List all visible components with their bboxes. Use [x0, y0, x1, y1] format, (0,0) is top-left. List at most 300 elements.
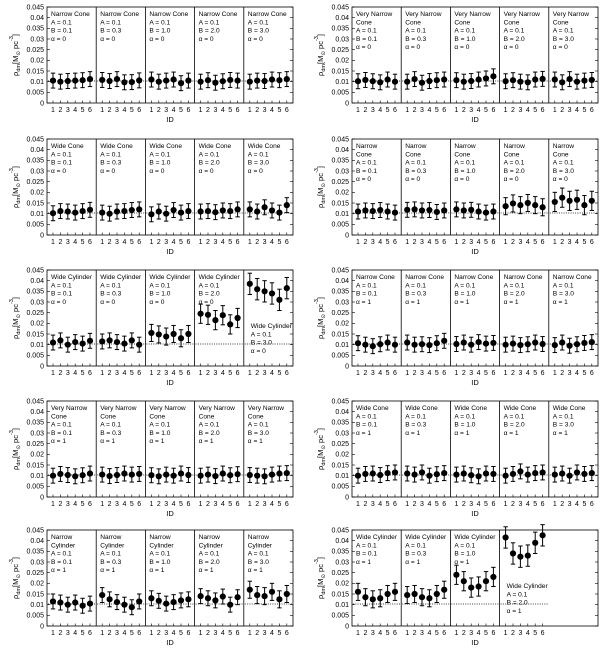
- panel-label-line: α = 0: [356, 44, 371, 52]
- panel-label-line: Narrow Cone: [51, 11, 90, 18]
- panel-label-line: Wide Cylinder: [454, 534, 496, 541]
- x-tick-label: 6: [442, 370, 447, 377]
- data-point: [567, 198, 573, 204]
- data-point: [57, 79, 63, 85]
- y-tick-label: 0.025: [26, 47, 44, 55]
- y-axis-title-part: dm: [16, 196, 22, 204]
- x-tick-label: 5: [484, 239, 488, 246]
- x-tick-label: 2: [206, 501, 210, 508]
- y-axis-title-part: ρ: [11, 203, 20, 208]
- x-tick-label: 3: [469, 370, 474, 377]
- subpanel-1: [401, 139, 449, 246]
- x-tick-label: 5: [434, 107, 439, 114]
- x-tick-label: 3: [518, 630, 523, 637]
- x-tick-label: 6: [393, 370, 397, 377]
- data-point: [510, 341, 516, 347]
- panel-label-line: α = 0: [356, 176, 371, 184]
- x-axis-title: ID: [166, 247, 174, 256]
- data-point: [532, 202, 538, 208]
- x-tick-label: 2: [107, 630, 112, 637]
- panel-label-line: A = 0.1: [405, 159, 426, 167]
- panel-label-line: B = 2.0: [198, 290, 220, 298]
- panel-label-line: B = 1.0: [454, 167, 476, 175]
- y-axis-title-part: -3: [9, 168, 15, 174]
- data-point: [419, 207, 425, 213]
- x-tick-label: 5: [533, 239, 538, 246]
- subpanel-4: [549, 401, 597, 508]
- subpanel-4: [549, 7, 597, 114]
- subpanel-2: [145, 7, 193, 114]
- y-tick-label: 0.02: [335, 580, 349, 588]
- y-tick-label: 0: [345, 100, 349, 108]
- data-point: [567, 473, 573, 479]
- y-axis-title-part: ⊙: [321, 445, 327, 450]
- y-tick-label: 0.035: [331, 288, 349, 296]
- panel-label-line: Cone: [503, 151, 520, 159]
- data-point: [220, 207, 226, 213]
- panel-label-line: B = 2.0: [503, 35, 525, 43]
- x-tick-label: 1: [552, 370, 557, 377]
- x-tick-label: 1: [454, 501, 459, 508]
- data-point: [377, 341, 383, 347]
- y-tick-label: 0.035: [26, 25, 44, 33]
- x-tick-label: 6: [491, 107, 496, 114]
- y-tick-label: 0.025: [26, 441, 44, 449]
- x-tick-label: 5: [228, 107, 233, 114]
- data-point: [121, 208, 127, 214]
- y-axis-title-part: ]: [316, 34, 325, 37]
- x-tick-label: 3: [567, 501, 572, 508]
- panel-label-line: α = 1: [356, 429, 371, 437]
- x-tick-label: 4: [427, 107, 432, 114]
- y-tick-label: 0.035: [331, 548, 349, 556]
- data-point: [540, 341, 546, 347]
- x-tick-label: 3: [370, 370, 375, 377]
- x-tick-label: 6: [284, 239, 289, 246]
- panel-label-line: α = 0: [51, 167, 66, 175]
- y-tick-label: 0.035: [26, 419, 44, 427]
- data-point: [99, 338, 105, 344]
- x-tick-label: 6: [284, 501, 289, 508]
- data-point: [284, 591, 290, 597]
- y-axis-title: [314, 557, 327, 599]
- x-tick-label: 2: [156, 630, 161, 637]
- panel-label-line: A = 0.1: [356, 413, 377, 421]
- panel-label-line: B = 0.1: [356, 421, 378, 429]
- x-tick-label: 3: [469, 501, 474, 508]
- x-tick-label: 6: [137, 630, 142, 637]
- x-tick-label: 1: [51, 239, 55, 246]
- y-tick-label: 0.025: [331, 47, 349, 55]
- x-tick-label: 5: [533, 370, 538, 377]
- data-point: [453, 572, 459, 578]
- y-tick-label: 0.04: [30, 278, 44, 286]
- data-point: [57, 337, 63, 343]
- panel-label-line: A = 0.1: [454, 159, 476, 167]
- y-axis-title: [314, 297, 327, 339]
- panel-label-line: Very Narrow: [100, 405, 137, 412]
- x-tick-label: 5: [484, 370, 488, 377]
- panel-label-line: Cone: [51, 413, 67, 421]
- data-point: [426, 473, 432, 479]
- x-tick-label: 3: [115, 107, 119, 114]
- x-tick-label: 5: [80, 630, 85, 637]
- data-point: [269, 472, 275, 478]
- panel-label-line: A = 0.1: [356, 159, 377, 167]
- data-point: [567, 76, 573, 82]
- panel-label-line: Cylinder: [247, 542, 272, 550]
- panel-label-line: α = 1: [198, 438, 214, 446]
- y-axis-title-part: dm: [16, 327, 22, 335]
- panel-label-line: Wide Cylinder: [250, 323, 292, 330]
- x-tick-label: 5: [484, 501, 488, 508]
- data-point: [163, 211, 169, 217]
- panel-label-line: Wide Cylinder: [506, 583, 548, 590]
- x-tick-label: 2: [511, 370, 515, 377]
- panel-label-line: α = 0: [100, 298, 116, 306]
- data-point: [510, 200, 516, 206]
- x-tick-label: 1: [503, 107, 508, 114]
- x-tick-label: 6: [589, 370, 594, 377]
- data-point: [581, 202, 587, 208]
- data-point: [80, 472, 86, 478]
- x-tick-label: 4: [525, 501, 530, 508]
- panel-label-line: A = 0.1: [51, 19, 72, 27]
- x-tick-label: 6: [235, 501, 240, 508]
- data-point: [80, 341, 86, 347]
- subpanel-3: [195, 530, 243, 637]
- x-tick-label: 2: [206, 370, 210, 377]
- chart-4-right: [314, 525, 598, 647]
- panel-label-line: Cone: [247, 413, 264, 421]
- data-point: [412, 591, 418, 597]
- data-point: [148, 211, 154, 217]
- data-point: [419, 594, 425, 600]
- data-point: [532, 470, 538, 476]
- x-axis-title: ID: [471, 115, 479, 124]
- data-point: [121, 602, 127, 608]
- subpanel-0: [353, 534, 400, 637]
- x-tick-label: 2: [363, 107, 368, 114]
- panel-label-line: Narrow: [247, 534, 270, 541]
- data-point: [121, 470, 127, 476]
- subpanel-2: [450, 401, 498, 508]
- panel-label-line: A = 0.1: [356, 27, 377, 35]
- data-point: [559, 195, 565, 201]
- data-point: [490, 208, 496, 214]
- data-point: [559, 79, 565, 85]
- y-axis-title-part: ]: [11, 34, 20, 37]
- data-point: [99, 77, 105, 83]
- panel-label-line: α = 1: [149, 567, 165, 575]
- x-tick-label: 5: [80, 239, 85, 246]
- data-point: [121, 341, 127, 347]
- x-tick-label: 3: [262, 239, 267, 246]
- data-point: [198, 473, 204, 479]
- data-point: [212, 317, 218, 323]
- data-point: [129, 604, 135, 610]
- y-tick-label: 0.035: [331, 419, 349, 427]
- panel-label-line: B = 3.0: [250, 339, 272, 347]
- panel-label-line: Wide Cylinder: [51, 274, 93, 281]
- panel-label-line: α = 0: [405, 44, 421, 52]
- x-tick-label: 2: [461, 630, 466, 637]
- x-tick-label: 3: [370, 630, 375, 637]
- x-tick-label: 2: [511, 630, 515, 637]
- panel-label-line: Cylinder: [51, 542, 76, 550]
- y-tick-label: 0.03: [335, 168, 349, 176]
- panel-label-line: A = 0.1: [503, 27, 525, 35]
- panel-label-line: B = 0.3: [100, 429, 122, 437]
- data-point: [461, 339, 467, 345]
- y-tick-label: 0.04: [335, 147, 349, 155]
- y-tick-label: 0.005: [26, 352, 44, 360]
- panel-label-line: Narrow Cone: [405, 274, 445, 281]
- x-tick-label: 2: [206, 107, 210, 114]
- x-tick-label: 6: [284, 107, 289, 114]
- y-tick-label: 0.02: [30, 451, 44, 459]
- x-tick-label: 4: [427, 239, 432, 246]
- subpanel-3: [500, 270, 548, 377]
- data-point: [412, 206, 418, 212]
- data-point: [392, 342, 398, 348]
- y-tick-label: 0.005: [331, 221, 349, 229]
- data-point: [136, 206, 142, 212]
- data-point: [65, 342, 71, 348]
- y-tick-label: 0.005: [26, 483, 44, 491]
- panel-label-line: Narrow Cone: [552, 274, 592, 281]
- y-tick-label: 0.02: [335, 320, 349, 328]
- subpanel-3: [500, 525, 549, 637]
- panel-label-line: B = 2.0: [198, 429, 220, 437]
- panel-label-line: Cone: [503, 19, 520, 27]
- panel-label-line: Wide Cone: [503, 405, 537, 412]
- y-axis-title: [9, 34, 22, 76]
- y-tick-label: 0.015: [331, 331, 349, 339]
- panel-label-line: A = 0.1: [356, 542, 377, 550]
- data-point: [136, 598, 142, 604]
- subpanel-3: [195, 7, 243, 114]
- data-point: [412, 76, 418, 82]
- panel-label-line: A = 0.1: [552, 413, 574, 421]
- x-tick-label: 1: [405, 107, 410, 114]
- data-point: [50, 339, 56, 345]
- x-tick-label: 5: [129, 107, 134, 114]
- y-axis-title: [9, 557, 22, 599]
- x-tick-label: 1: [356, 370, 360, 377]
- x-tick-label: 6: [589, 501, 594, 508]
- data-point: [404, 339, 410, 345]
- y-tick-label: 0.045: [26, 136, 44, 144]
- data-point: [163, 472, 169, 478]
- x-tick-label: 5: [385, 239, 390, 246]
- data-point: [392, 210, 398, 216]
- panel-label-line: α = 0: [503, 176, 519, 184]
- subpanel-3: [500, 139, 548, 246]
- panel-label-line: A = 0.1: [405, 27, 426, 35]
- panel-label-line: A = 0.1: [454, 282, 476, 290]
- x-tick-label: 4: [270, 630, 274, 637]
- data-point: [392, 469, 398, 475]
- x-tick-label: 3: [469, 239, 474, 246]
- data-point: [362, 471, 368, 477]
- panel-label-line: B = 3.0: [552, 290, 574, 298]
- x-tick-label: 6: [88, 630, 92, 637]
- data-point: [461, 207, 467, 213]
- data-point: [72, 473, 78, 479]
- x-tick-label: 1: [149, 501, 154, 508]
- panel-label-line: A = 0.1: [247, 151, 269, 159]
- x-tick-label: 4: [122, 239, 127, 246]
- data-point: [385, 339, 391, 345]
- data-point: [212, 80, 218, 86]
- panel-label-line: B = 0.3: [405, 35, 427, 43]
- x-tick-label: 6: [540, 239, 545, 246]
- x-tick-label: 3: [115, 501, 119, 508]
- y-axis-title-part: [M: [316, 318, 325, 328]
- panel-label-line: Narrow: [198, 534, 220, 541]
- data-point: [87, 601, 93, 607]
- panel-label-line: α = 1: [149, 438, 165, 446]
- x-tick-label: 3: [213, 107, 218, 114]
- y-tick-label: 0: [40, 623, 44, 631]
- data-point: [525, 341, 531, 347]
- data-point: [385, 591, 391, 597]
- data-point: [254, 592, 260, 598]
- x-tick-label: 1: [198, 107, 203, 114]
- panel-label-line: Narrow: [552, 143, 575, 150]
- x-tick-label: 5: [277, 370, 282, 377]
- y-tick-label: 0.045: [331, 267, 349, 275]
- x-tick-label: 5: [228, 501, 233, 508]
- x-tick-label: 2: [560, 107, 565, 114]
- panel-label-line: B = 0.1: [356, 550, 378, 558]
- data-point: [178, 335, 184, 341]
- y-axis-title-part: [M: [11, 578, 20, 588]
- x-tick-label: 3: [65, 239, 70, 246]
- x-tick-label: 5: [179, 239, 183, 246]
- y-axis-title-part: dm: [16, 64, 22, 72]
- y-axis-title: [314, 34, 327, 76]
- data-point: [355, 340, 361, 346]
- data-point: [262, 204, 268, 210]
- y-tick-label: 0.045: [331, 398, 349, 406]
- x-tick-label: 1: [454, 370, 459, 377]
- data-point: [412, 342, 418, 348]
- subpanel-4: [244, 401, 292, 508]
- data-point: [377, 79, 383, 85]
- data-point: [517, 554, 523, 560]
- x-tick-label: 2: [412, 501, 417, 508]
- panel-label-line: α = 1: [506, 607, 522, 615]
- data-point: [540, 204, 546, 210]
- data-point: [490, 574, 496, 580]
- x-axis-title: ID: [166, 509, 174, 518]
- panel-label-line: B = 1.0: [454, 35, 476, 43]
- data-point: [50, 210, 56, 216]
- data-point: [483, 470, 489, 476]
- x-tick-label: 2: [511, 501, 515, 508]
- y-tick-label: 0.025: [26, 179, 44, 187]
- x-tick-label: 3: [262, 501, 267, 508]
- y-axis-title: [314, 428, 327, 470]
- subpanel-0: [353, 405, 400, 508]
- x-tick-label: 3: [262, 630, 267, 637]
- data-point: [220, 312, 226, 318]
- data-point: [220, 470, 226, 476]
- data-point: [235, 206, 241, 212]
- panel-label-line: α = 0: [250, 347, 266, 355]
- data-point: [156, 331, 162, 337]
- panel-label-line: Wide Cylinder: [100, 274, 142, 281]
- x-axis-title: ID: [166, 378, 174, 387]
- panel-label-line: A = 0.1: [149, 550, 171, 558]
- data-point: [254, 473, 260, 479]
- x-tick-label: 2: [255, 630, 260, 637]
- x-tick-label: 3: [567, 370, 572, 377]
- data-point: [171, 76, 177, 82]
- data-point: [156, 473, 162, 479]
- data-point: [50, 78, 56, 84]
- data-point: [227, 321, 233, 327]
- y-axis-title-part: -3: [9, 430, 15, 436]
- subpanel-2: [145, 270, 193, 377]
- x-tick-label: 1: [454, 107, 459, 114]
- x-tick-label: 2: [461, 107, 466, 114]
- data-point: [107, 78, 113, 84]
- data-point: [490, 73, 496, 79]
- y-axis-title-part: ⊙: [321, 183, 327, 188]
- x-tick-label: 2: [363, 501, 368, 508]
- data-point: [276, 596, 282, 602]
- y-axis-title-part: [M: [316, 55, 325, 65]
- x-tick-label: 3: [262, 107, 267, 114]
- x-tick-label: 2: [107, 501, 112, 508]
- data-point: [212, 597, 218, 603]
- y-axis-title-part: ]: [11, 557, 20, 560]
- x-tick-label: 3: [164, 501, 169, 508]
- x-tick-label: 6: [589, 239, 594, 246]
- data-point: [574, 341, 580, 347]
- panel-label-line: Wide Cylinder: [405, 534, 447, 541]
- x-tick-label: 5: [80, 107, 85, 114]
- x-axis-title: ID: [471, 509, 479, 518]
- panel-label-line: α = 0: [552, 176, 568, 184]
- panel-label-line: Very Narrow: [552, 11, 590, 18]
- y-tick-label: 0: [40, 494, 44, 502]
- panel-label-line: Cone: [454, 151, 471, 159]
- y-tick-label: 0.01: [335, 342, 349, 350]
- y-tick-label: 0.04: [30, 147, 44, 155]
- y-axis-title-part: [M: [11, 318, 20, 328]
- data-point: [441, 338, 447, 344]
- x-tick-label: 6: [235, 107, 240, 114]
- data-point: [72, 599, 78, 605]
- data-point: [370, 343, 376, 349]
- x-tick-label: 5: [434, 630, 439, 637]
- data-point: [129, 472, 135, 478]
- x-tick-label: 4: [378, 630, 383, 637]
- x-tick-label: 1: [149, 239, 154, 246]
- panel-label-line: A = 0.1: [149, 421, 171, 429]
- y-tick-label: 0.015: [331, 462, 349, 470]
- x-tick-label: 2: [107, 370, 112, 377]
- x-tick-label: 4: [171, 501, 176, 508]
- panel-label-line: A = 0.1: [552, 159, 574, 167]
- x-tick-label: 1: [356, 501, 360, 508]
- x-tick-label: 3: [262, 370, 267, 377]
- x-tick-label: 5: [179, 370, 183, 377]
